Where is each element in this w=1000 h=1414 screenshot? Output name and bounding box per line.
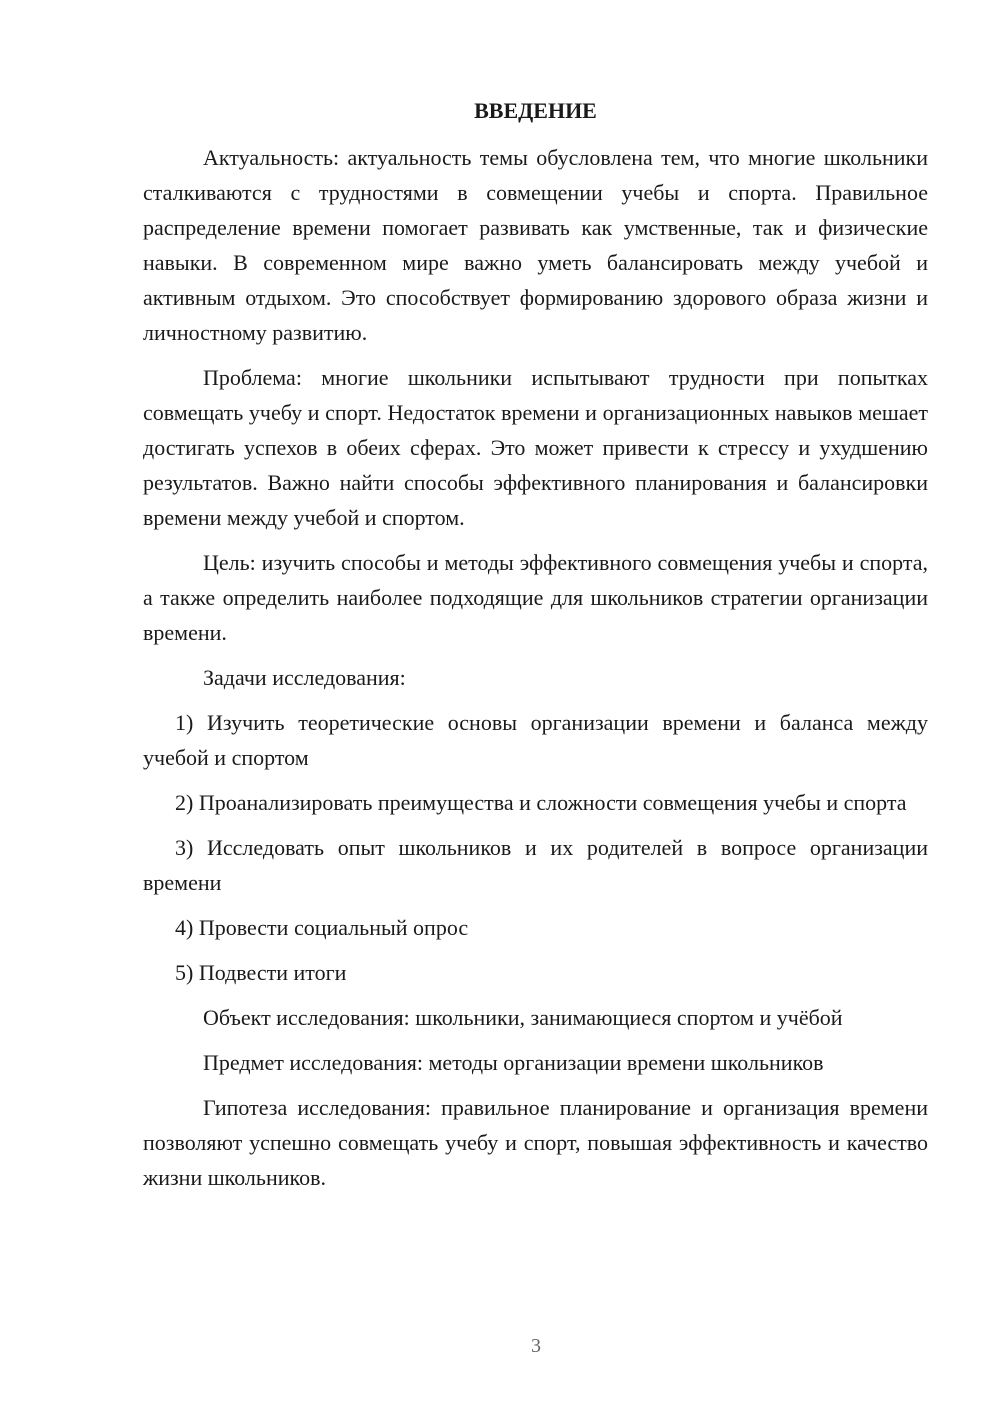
goal-paragraph: Цель: изучить способы и методы эффективного совмещения учебы и спорта, а также определить наиболее подходящие для школьников стратегии организации времени. (143, 550, 928, 645)
page-number: 3 (531, 1335, 541, 1357)
problem-paragraph: Проблема: многие школьники испытывают трудности при попытках совмещать учебу и спорт. Недостаток времени и организационных навыков мешает достигать успехов в обеих сферах. Это может привести к стрессу и ухудшению результатов. Важно найти способы эффективного планирования и балансировки времени между учебой и спортом. (143, 365, 928, 530)
object-paragraph: Объект исследования: школьники, занимающиеся спортом и учёбой (203, 1005, 843, 1030)
page-heading: ВВЕДЕНИЕ (474, 98, 597, 123)
page-body (143, 96, 928, 1205)
subject-paragraph: Предмет исследования: методы организации времени школьников (203, 1050, 824, 1075)
task-item-2: 2) Проанализировать преимущества и сложности совмещения учебы и спорта (175, 790, 907, 815)
task-item-5: 5) Подвести итоги (175, 960, 347, 985)
relevance-paragraph: Актуальность: актуальность темы обусловлена тем, что многие школьники сталкиваются с трудностями в совмещении учебы и спорта. Правильное распределение времени помогает развивать как умственные, так и физические навыки. В современном мире важно уметь балансировать между учебой и активным отдыхом. Это способствует формированию здорового образа жизни и личностному развитию. (143, 145, 928, 345)
task-item-1: 1) Изучить теоретические основы организации времени и баланса между учебой и спортом (143, 710, 928, 770)
task-item-3: 3) Исследовать опыт школьников и их родителей в вопросе организации времени (143, 835, 928, 895)
hypothesis-paragraph: Гипотеза исследования: правильное планирование и организация времени позволяют успешно совмещать учебу и спорт, повышая эффективность и качество жизни школьников. (143, 1095, 928, 1190)
tasks-title: Задачи исследования: (203, 665, 406, 690)
task-item-4: 4) Провести социальный опрос (175, 915, 469, 940)
